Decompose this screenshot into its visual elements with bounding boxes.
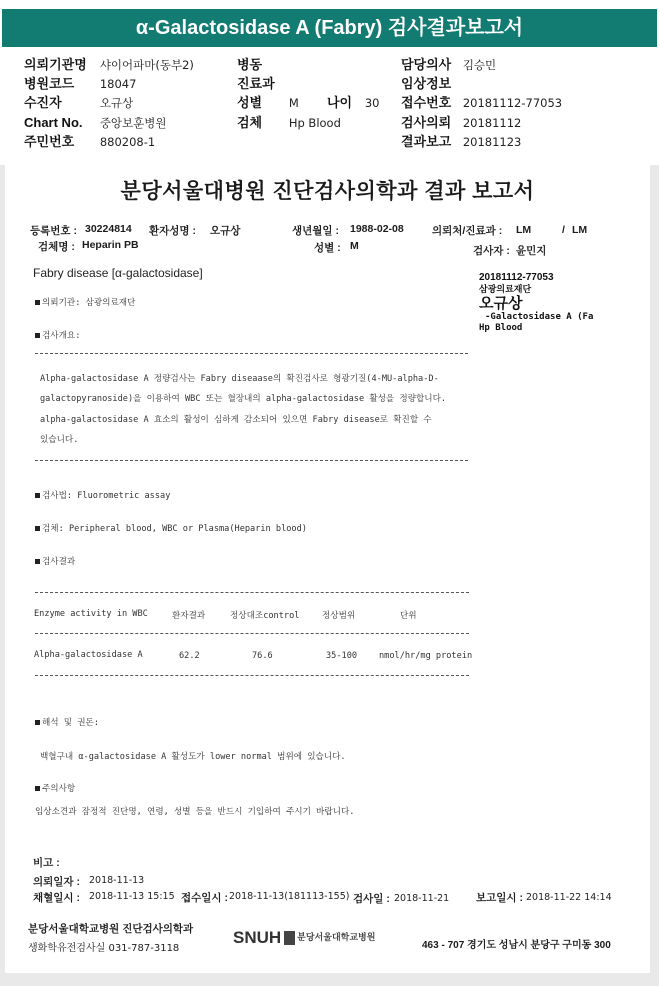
req-date: 2018-11-13: [89, 875, 145, 886]
table-cell-unit: nmol/hr/mg protein: [379, 651, 473, 661]
bullet-square-icon: [35, 493, 40, 498]
field-request-date: 검사의뢰 20181112: [401, 115, 522, 130]
report-date-label: 보고일시 :: [476, 892, 523, 904]
interpretation-heading: 해석 및 권돈:: [35, 716, 99, 728]
report-banner-title: α-Galactosidase A (Fabry) 검사결과보고서: [2, 9, 657, 47]
table-header-patient: 환자결과: [172, 611, 206, 621]
reg-no-label: 등록번호 :: [30, 225, 77, 237]
patient-label: 환자성명 :: [149, 225, 196, 237]
collect-datetime: 2018-11-13 15:15: [89, 891, 175, 902]
bullet-square-icon: [35, 526, 40, 531]
field-resident-no: 주민번호 880208-1: [24, 134, 156, 149]
field-patient-name: 수진자 오규상: [24, 95, 134, 110]
table-header-test: Enzyme activity in WBC: [34, 609, 148, 619]
divider: [35, 460, 468, 461]
sample-line: 검체: Peripheral blood, WBC or Plasma(Heparin blood): [35, 522, 307, 534]
results-heading: 검사결과: [35, 555, 75, 567]
sticker-specimen: Hp Blood: [479, 323, 523, 333]
receive-datetime: 2018-11-13(181113-155): [229, 891, 350, 902]
field-specimen: 검체 Hp Blood: [237, 115, 341, 130]
field-department: 진료과: [237, 76, 275, 91]
snuh-logo: SNUH $^{분당서울대학교병원}$: [233, 928, 376, 947]
divider: [35, 592, 469, 593]
sticker-patient: 오규상: [479, 295, 523, 312]
method-line: 검사법: Fluorometric assay: [35, 489, 170, 501]
referral-line: 의뢰기관: 삼광의료재단: [35, 296, 135, 308]
scanned-report: [5, 165, 650, 973]
overview-line-1: Alpha-galactosidase A 정량검사는 Fabry diseaase의 확진검사로 형광기질(4-MU-alpha-D-: [40, 374, 439, 384]
snuh-emblem-icon: [284, 931, 295, 945]
field-hospital-code: 병원코드 18047: [24, 76, 137, 91]
interpretation-text: 백혈구내 α-galactosidase A 활성도가 lower normal 범위에 있습니다.: [40, 752, 346, 762]
req-date-label: 의뢰일자 :: [33, 876, 80, 888]
bullet-square-icon: [35, 300, 40, 305]
sex-label: 성별 :: [314, 242, 341, 254]
field-result-date: 결과보고 20181123: [401, 134, 522, 149]
tester: 윤민지: [516, 245, 547, 257]
dob-label: 생년월일 :: [292, 225, 339, 237]
field-age: 나이 30: [327, 95, 380, 110]
specimen: Heparin PB: [82, 239, 139, 251]
patient-name: 오규상: [210, 225, 241, 237]
sticker-org: 삼광의료재단: [479, 284, 532, 294]
caution-text: 임상소견과 잠정적 진단명, 연령, 성별 등을 반드시 기입하여 주시기 바랍니다.: [35, 807, 355, 817]
field-clinical-info: 임상정보: [401, 76, 452, 91]
page-bottom-margin: [0, 973, 659, 986]
footer-lab: 생화학유전검사실 031-787-3118: [28, 943, 180, 954]
bullet-square-icon: [35, 333, 40, 338]
field-requesting-org: 의뢰기관명 샤이어파마(동부2): [24, 57, 194, 72]
overview-heading: 검사개요:: [35, 329, 80, 341]
table-header-unit: 단위: [400, 611, 417, 621]
table-header-control: 정상대조control: [230, 611, 300, 621]
dept-label: 의뢰처/진료과 :: [432, 225, 503, 237]
report-title: 분당서울대병원 진단검사의학과 결과 보고서: [120, 180, 535, 203]
dept-b: LM: [572, 224, 588, 236]
table-cell-range: 35-100: [326, 651, 358, 661]
divider: [35, 633, 469, 634]
dept-sep: /: [562, 224, 565, 236]
bullet-square-icon: [35, 786, 40, 791]
field-accession-no: 접수번호 20181112-77053: [401, 95, 563, 110]
table-cell-patient: 62.2: [179, 651, 200, 661]
tester-label: 검사자 :: [473, 245, 510, 257]
bullet-square-icon: [35, 720, 40, 725]
field-chart-no: Chart No. 중앙보훈병원: [24, 115, 167, 130]
collect-label: 채혈일시 :: [33, 892, 80, 904]
field-ward: 병동: [237, 57, 263, 72]
field-physician: 담당의사 김승민: [401, 57, 497, 72]
overview-line-4: 있습니다.: [40, 435, 79, 445]
test-date: 2018-11-21: [394, 893, 450, 904]
overview-line-3: alpha-galactosidase A 효소의 활성이 심하게 감소되어 있으면 Fabry disease로 확진할 수: [40, 415, 432, 425]
overview-line-2: galactopyranoside)을 이용하여 WBC 또는 혈장내의 alpha-galactosidase 활성을 정량합니다.: [40, 394, 447, 404]
specimen-sticker: [479, 272, 593, 333]
dob: 1988-02-08: [350, 223, 404, 235]
divider: [35, 675, 469, 676]
table-header-range: 정상범위: [322, 611, 356, 621]
table-cell-control: 76.6: [252, 651, 273, 661]
note-label: 비고 :: [33, 857, 60, 869]
sex: M: [350, 240, 359, 252]
sticker-accession: 20181112-77053: [479, 272, 554, 283]
bullet-square-icon: [35, 559, 40, 564]
test-name: Fabry disease [α-galactosidase]: [33, 266, 203, 280]
receive-label: 접수일시 :: [181, 892, 228, 904]
reg-no: 30224814: [85, 223, 132, 235]
caution-heading: 주의사항: [35, 782, 75, 794]
report-datetime: 2018-11-22 14:14: [526, 892, 612, 903]
divider: [35, 353, 468, 354]
table-cell-test: Alpha-galactosidase A: [34, 650, 143, 660]
field-sex: 성별 M: [237, 95, 299, 110]
sticker-test: -Galactosidase A (Fa: [485, 312, 594, 322]
footer-org: 분당서울대학교병원 진단검사의학과: [28, 923, 194, 935]
footer-address: 463 - 707 경기도 성남시 분당구 구미동 300: [422, 940, 611, 951]
dept-a: LM: [516, 224, 532, 236]
specimen-label: 검체명 :: [38, 241, 75, 253]
test-date-label: 검사일 :: [353, 893, 390, 905]
summary-header: [0, 0, 659, 165]
